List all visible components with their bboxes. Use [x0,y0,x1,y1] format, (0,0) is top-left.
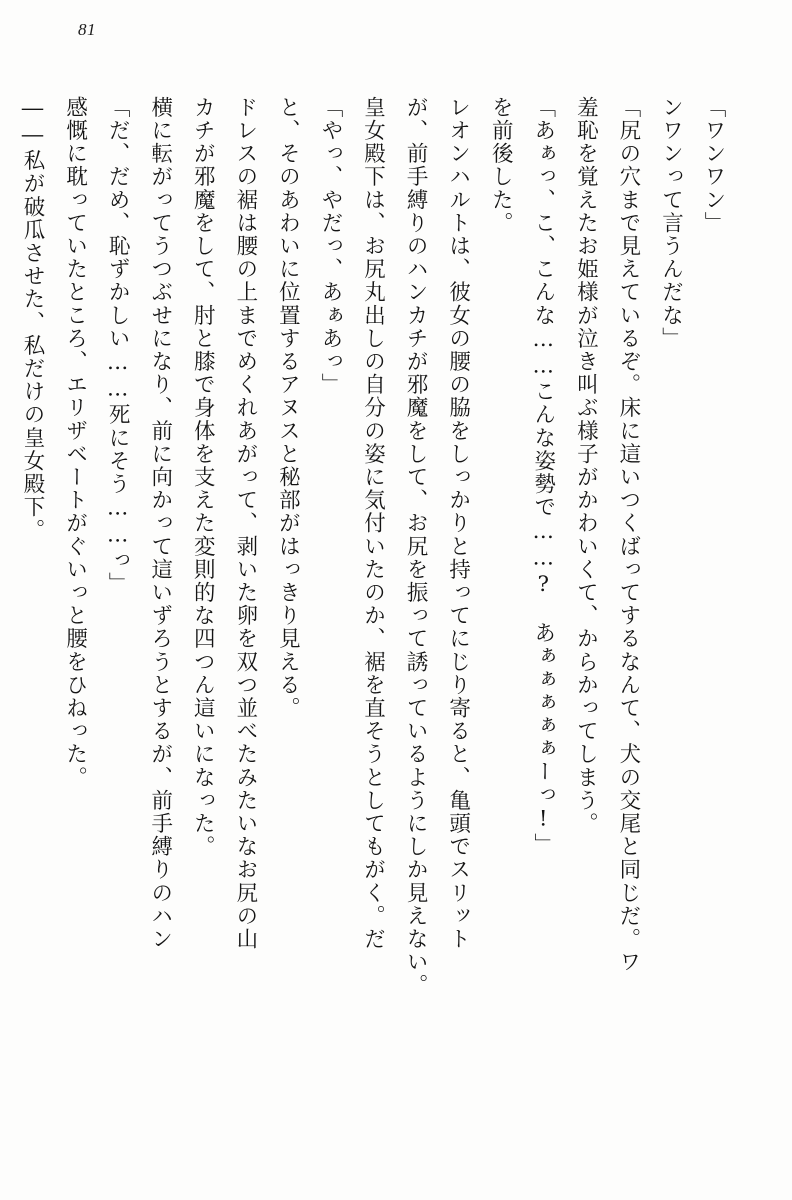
paragraph: ドレスの裾は腰の上までめくれあがって、剥いた卵を双つ並べたみたいなお尻の山 [232,96,258,951]
paragraph: を前後した。 [488,96,514,235]
paragraph: が、前手縛りのハンカチが邪魔をして、お尻を振って誘っているようにしか見えない。 [403,96,429,997]
paragraph: 「やっ、やだっ、あぁあっ」 [317,96,343,397]
paragraph: ――私が破瓜させた、私だけの皇女殿下。 [20,96,45,542]
paragraph: 羞恥を覚えたお姫様が泣き叫ぶ様子がかわいくて、からかってしまう。 [573,96,599,836]
page-number: 81 [78,20,96,39]
paragraph: 「だ、だめ、恥ずかしい……死にそう……っ」 [105,96,131,596]
paragraph: 横に転がってうつぶせになり、前に向かって這いずろうとするが、前手縛りのハン [147,96,173,951]
paragraph: 「あぁっ、こ、こんな……こんな姿勢で……? あぁぁぁぁぁーっ!」 [530,96,556,857]
paragraph: 「尻の穴まで見えているぞ。床に這いつくばってするなんて、犬の交尾と同じだ。ワ [615,96,641,974]
paragraph: ンワンって言うんだな」 [658,96,684,351]
paragraph: 「ワンワン」 [701,96,726,235]
page-text-body [20,96,734,1156]
paragraph: 感慨に耽っていたところ、エリザベートがぐいっと腰をひねった。 [62,96,88,789]
paragraph: カチが邪魔をして、肘と膝で身体を支えた変則的な四つん這いになった。 [190,96,216,859]
paragraph: 皇女殿下は、お尻丸出しの自分の姿に気付いたのか、裾を直そうとしてもがく。だ [360,96,386,951]
paragraph: レオンハルトは、彼女の腰の脇をしっかりと持ってにじり寄ると、亀頭でスリット [445,96,471,951]
paragraph: と、そのあわいに位置するアヌスと秘部がはっきり見える。 [275,96,301,720]
